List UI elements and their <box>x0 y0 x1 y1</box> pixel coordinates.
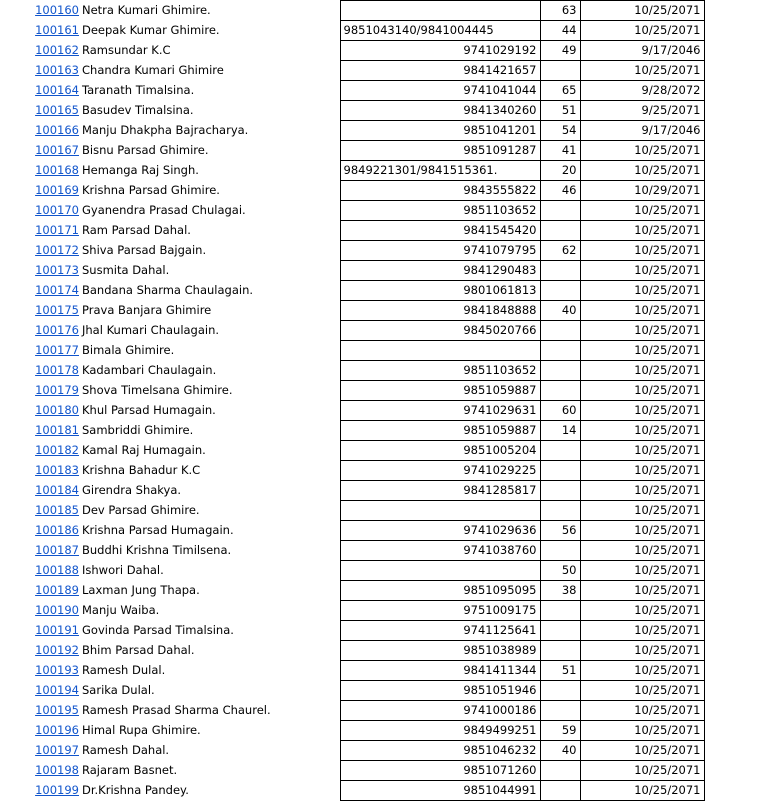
phone-cell: 9841545420 <box>340 221 540 241</box>
phone-cell: 9741041044 <box>340 81 540 101</box>
member-table-body <box>0 1 704 801</box>
record-id-link[interactable]: 100174 <box>35 283 79 297</box>
name-cell: Bimala Ghimire. <box>80 341 340 361</box>
record-id-link[interactable]: 100172 <box>35 243 79 257</box>
phone-cell: 9841411344 <box>340 661 540 681</box>
id-cell <box>0 581 80 601</box>
id-cell <box>0 61 80 81</box>
name-cell: Manju Dhakpha Bajracharya. <box>80 121 340 141</box>
table-row <box>0 701 704 721</box>
name-cell: Hemanga Raj Singh. <box>80 161 340 181</box>
age-cell: 44 <box>540 21 580 41</box>
record-id-link[interactable]: 100190 <box>35 603 79 617</box>
phone-cell: 9741038760 <box>340 541 540 561</box>
name-cell: Ishwori Dahal. <box>80 561 340 581</box>
table-row <box>0 741 704 761</box>
phone-cell: 9841340260 <box>340 101 540 121</box>
age-cell <box>540 501 580 521</box>
name-cell: Girendra Shakya. <box>80 481 340 501</box>
age-cell <box>540 761 580 781</box>
date-cell: 10/25/2071 <box>580 481 704 501</box>
id-cell <box>0 721 80 741</box>
id-cell <box>0 201 80 221</box>
record-id-link[interactable]: 100180 <box>35 403 79 417</box>
table-row <box>0 341 704 361</box>
phone-cell: 9851043140/9841004445 <box>340 21 540 41</box>
table-row <box>0 61 704 81</box>
phone-cell: 9851091287 <box>340 141 540 161</box>
table-row <box>0 781 704 801</box>
date-cell: 10/25/2071 <box>580 161 704 181</box>
id-cell <box>0 241 80 261</box>
id-cell <box>0 701 80 721</box>
record-id-link[interactable]: 100185 <box>35 503 79 517</box>
table-row <box>0 761 704 781</box>
date-cell: 10/25/2071 <box>580 261 704 281</box>
name-cell: Basudev Timalsina. <box>80 101 340 121</box>
id-cell <box>0 681 80 701</box>
table-row <box>0 601 704 621</box>
phone-cell: 9851095095 <box>340 581 540 601</box>
date-cell: 10/25/2071 <box>580 201 704 221</box>
date-cell: 10/25/2071 <box>580 721 704 741</box>
date-cell: 10/25/2071 <box>580 21 704 41</box>
phone-cell: 9741029631 <box>340 401 540 421</box>
age-cell <box>540 541 580 561</box>
phone-cell: 9851059887 <box>340 421 540 441</box>
name-cell: Ramesh Dulal. <box>80 661 340 681</box>
id-cell <box>0 381 80 401</box>
date-cell: 10/25/2071 <box>580 301 704 321</box>
date-cell: 10/25/2071 <box>580 61 704 81</box>
id-cell <box>0 101 80 121</box>
phone-cell <box>340 341 540 361</box>
id-cell <box>0 361 80 381</box>
age-cell: 56 <box>540 521 580 541</box>
name-cell: Krishna Parsad Ghimire. <box>80 181 340 201</box>
date-cell: 10/25/2071 <box>580 561 704 581</box>
id-cell <box>0 301 80 321</box>
record-id-link[interactable]: 100169 <box>35 183 79 197</box>
age-cell: 40 <box>540 301 580 321</box>
age-cell: 51 <box>540 101 580 121</box>
table-row <box>0 681 704 701</box>
age-cell <box>540 61 580 81</box>
name-cell: Krishna Parsad Humagain. <box>80 521 340 541</box>
date-cell: 10/25/2071 <box>580 781 704 801</box>
table-row <box>0 361 704 381</box>
date-cell: 10/29/2071 <box>580 181 704 201</box>
record-id-link[interactable]: 100170 <box>35 203 79 217</box>
id-cell <box>0 761 80 781</box>
date-cell: 10/25/2071 <box>580 141 704 161</box>
id-cell <box>0 501 80 521</box>
record-id-link[interactable]: 100164 <box>35 83 79 97</box>
age-cell <box>540 341 580 361</box>
name-cell: Buddhi Krishna Timilsena. <box>80 541 340 561</box>
record-id-link[interactable]: 100177 <box>35 343 79 357</box>
phone-cell: 9841285817 <box>340 481 540 501</box>
record-id-link[interactable]: 100193 <box>35 663 79 677</box>
date-cell: 10/25/2071 <box>580 361 704 381</box>
age-cell: 38 <box>540 581 580 601</box>
id-cell <box>0 261 80 281</box>
table-row <box>0 621 704 641</box>
date-cell: 10/25/2071 <box>580 761 704 781</box>
name-cell: Sarika Dulal. <box>80 681 340 701</box>
date-cell: 10/25/2071 <box>580 581 704 601</box>
table-row <box>0 421 704 441</box>
record-id-link[interactable]: 100199 <box>35 783 79 797</box>
date-cell: 10/25/2071 <box>580 441 704 461</box>
record-id-link[interactable]: 100176 <box>35 323 79 337</box>
name-cell: Deepak Kumar Ghimire. <box>80 21 340 41</box>
record-id-link[interactable]: 100167 <box>35 143 79 157</box>
name-cell: Ramsundar K.C <box>80 41 340 61</box>
name-cell: Dr.Krishna Pandey. <box>80 781 340 801</box>
age-cell <box>540 381 580 401</box>
table-row <box>0 1 704 21</box>
record-id-link[interactable]: 100168 <box>35 163 79 177</box>
id-cell <box>0 221 80 241</box>
date-cell: 10/25/2071 <box>580 661 704 681</box>
record-id-link[interactable]: 100192 <box>35 643 79 657</box>
id-cell <box>0 281 80 301</box>
table-row <box>0 281 704 301</box>
age-cell: 54 <box>540 121 580 141</box>
date-cell: 10/25/2071 <box>580 381 704 401</box>
id-cell <box>0 621 80 641</box>
id-cell <box>0 441 80 461</box>
name-cell: Prava Banjara Ghimire <box>80 301 340 321</box>
id-cell <box>0 741 80 761</box>
id-cell <box>0 401 80 421</box>
age-cell: 60 <box>540 401 580 421</box>
phone-cell <box>340 501 540 521</box>
table-row <box>0 301 704 321</box>
phone-cell: 9851103652 <box>340 201 540 221</box>
record-id-link[interactable]: 100160 <box>35 3 79 17</box>
name-cell: Sambriddi Ghimire. <box>80 421 340 441</box>
table-row <box>0 201 704 221</box>
table-row <box>0 21 704 41</box>
name-cell: Shiva Parsad Bajgain. <box>80 241 340 261</box>
date-cell: 10/25/2071 <box>580 461 704 481</box>
record-id-link[interactable]: 100161 <box>35 23 79 37</box>
age-cell: 46 <box>540 181 580 201</box>
date-cell: 10/25/2071 <box>580 621 704 641</box>
age-cell: 14 <box>540 421 580 441</box>
date-cell: 10/25/2071 <box>580 341 704 361</box>
record-id-link[interactable]: 100196 <box>35 723 79 737</box>
age-cell <box>540 641 580 661</box>
age-cell <box>540 701 580 721</box>
date-cell: 10/25/2071 <box>580 521 704 541</box>
record-id-link[interactable]: 100197 <box>35 743 79 757</box>
age-cell <box>540 621 580 641</box>
date-cell: 9/17/2046 <box>580 121 704 141</box>
table-row <box>0 581 704 601</box>
table-row <box>0 321 704 341</box>
table-row <box>0 181 704 201</box>
record-id-link[interactable]: 100162 <box>35 43 79 57</box>
table-row <box>0 501 704 521</box>
record-id-link[interactable]: 100183 <box>35 463 79 477</box>
name-cell: Jhal Kumari Chaulagain. <box>80 321 340 341</box>
phone-cell: 9851103652 <box>340 361 540 381</box>
record-id-link[interactable]: 100188 <box>35 563 79 577</box>
date-cell: 10/25/2071 <box>580 501 704 521</box>
id-cell <box>0 161 80 181</box>
name-cell: Govinda Parsad Timalsina. <box>80 621 340 641</box>
record-id-link[interactable]: 100184 <box>35 483 79 497</box>
phone-cell <box>340 561 540 581</box>
age-cell <box>540 201 580 221</box>
date-cell: 10/25/2071 <box>580 421 704 441</box>
date-cell: 10/25/2071 <box>580 701 704 721</box>
record-id-link[interactable]: 100179 <box>35 383 79 397</box>
record-id-link[interactable]: 100182 <box>35 443 79 457</box>
record-id-link[interactable]: 100175 <box>35 303 79 317</box>
name-cell: Himal Rupa Ghimire. <box>80 721 340 741</box>
phone-cell: 9741000186 <box>340 701 540 721</box>
phone-cell <box>340 1 540 21</box>
table-row <box>0 221 704 241</box>
id-cell <box>0 181 80 201</box>
name-cell: Chandra Kumari Ghimire <box>80 61 340 81</box>
table-row <box>0 241 704 261</box>
age-cell: 20 <box>540 161 580 181</box>
age-cell: 65 <box>540 81 580 101</box>
table-row <box>0 641 704 661</box>
record-id-link[interactable]: 100189 <box>35 583 79 597</box>
age-cell <box>540 221 580 241</box>
date-cell: 9/17/2046 <box>580 41 704 61</box>
name-cell: Bhim Parsad Dahal. <box>80 641 340 661</box>
phone-cell: 9851041201 <box>340 121 540 141</box>
name-cell: Taranath Timalsina. <box>80 81 340 101</box>
date-cell: 10/25/2071 <box>580 741 704 761</box>
table-row <box>0 41 704 61</box>
table-row <box>0 141 704 161</box>
table-row <box>0 561 704 581</box>
date-cell: 10/25/2071 <box>580 221 704 241</box>
age-cell: 41 <box>540 141 580 161</box>
id-cell <box>0 21 80 41</box>
id-cell <box>0 781 80 801</box>
table-row <box>0 121 704 141</box>
date-cell: 10/25/2071 <box>580 601 704 621</box>
record-id-link[interactable]: 100165 <box>35 103 79 117</box>
name-cell: Susmita Dahal. <box>80 261 340 281</box>
age-cell <box>540 781 580 801</box>
age-cell: 59 <box>540 721 580 741</box>
date-cell: 10/25/2071 <box>580 1 704 21</box>
table-row <box>0 101 704 121</box>
age-cell: 51 <box>540 661 580 681</box>
age-cell: 62 <box>540 241 580 261</box>
id-cell <box>0 121 80 141</box>
date-cell: 10/25/2071 <box>580 401 704 421</box>
id-cell <box>0 461 80 481</box>
record-id-link[interactable]: 100198 <box>35 763 79 777</box>
table-row <box>0 401 704 421</box>
record-id-link[interactable]: 100173 <box>35 263 79 277</box>
phone-cell: 9741125641 <box>340 621 540 641</box>
age-cell <box>540 261 580 281</box>
date-cell: 10/25/2071 <box>580 681 704 701</box>
phone-cell: 9851071260 <box>340 761 540 781</box>
age-cell: 40 <box>540 741 580 761</box>
name-cell: Bisnu Parsad Ghimire. <box>80 141 340 161</box>
phone-cell: 9741079795 <box>340 241 540 261</box>
age-cell <box>540 321 580 341</box>
record-id-link[interactable]: 100194 <box>35 683 79 697</box>
id-cell <box>0 41 80 61</box>
date-cell: 10/25/2071 <box>580 641 704 661</box>
age-cell: 50 <box>540 561 580 581</box>
table-row <box>0 441 704 461</box>
name-cell: Dev Parsad Ghimire. <box>80 501 340 521</box>
record-id-link[interactable]: 100166 <box>35 123 79 137</box>
id-cell <box>0 481 80 501</box>
record-id-link[interactable]: 100187 <box>35 543 79 557</box>
record-id-link[interactable]: 100181 <box>35 423 79 437</box>
date-cell: 10/25/2071 <box>580 321 704 341</box>
table-row <box>0 161 704 181</box>
date-cell: 10/25/2071 <box>580 281 704 301</box>
table-row <box>0 381 704 401</box>
name-cell: Kamal Raj Humagain. <box>80 441 340 461</box>
phone-cell: 9849499251 <box>340 721 540 741</box>
record-id-link[interactable]: 100178 <box>35 363 79 377</box>
date-cell: 10/25/2071 <box>580 541 704 561</box>
id-cell <box>0 661 80 681</box>
phone-cell: 9741029636 <box>340 521 540 541</box>
age-cell <box>540 361 580 381</box>
table-row <box>0 661 704 681</box>
phone-cell: 9741029192 <box>340 41 540 61</box>
id-cell <box>0 1 80 21</box>
name-cell: Rajaram Basnet. <box>80 761 340 781</box>
id-cell <box>0 561 80 581</box>
table-row <box>0 461 704 481</box>
date-cell: 10/25/2071 <box>580 241 704 261</box>
phone-cell: 9801061813 <box>340 281 540 301</box>
record-id-link[interactable]: 100163 <box>35 63 79 77</box>
name-cell: Shova Timelsana Ghimire. <box>80 381 340 401</box>
id-cell <box>0 341 80 361</box>
phone-cell: 9849221301/9841515361. <box>340 161 540 181</box>
phone-cell: 9851038989 <box>340 641 540 661</box>
age-cell <box>540 461 580 481</box>
name-cell: Netra Kumari Ghimire. <box>80 1 340 21</box>
date-cell: 9/28/2072 <box>580 81 704 101</box>
name-cell: Khul Parsad Humagain. <box>80 401 340 421</box>
table-row <box>0 541 704 561</box>
phone-cell: 9843555822 <box>340 181 540 201</box>
name-cell: Manju Waiba. <box>80 601 340 621</box>
id-cell <box>0 641 80 661</box>
age-cell <box>540 481 580 501</box>
name-cell: Ramesh Prasad Sharma Chaurel. <box>80 701 340 721</box>
age-cell <box>540 441 580 461</box>
record-id-link[interactable]: 100186 <box>35 523 79 537</box>
phone-cell: 9851046232 <box>340 741 540 761</box>
phone-cell: 9851059887 <box>340 381 540 401</box>
name-cell: Gyanendra Prasad Chulagai. <box>80 201 340 221</box>
id-cell <box>0 321 80 341</box>
id-cell <box>0 81 80 101</box>
name-cell: Kadambari Chaulagain. <box>80 361 340 381</box>
record-id-link[interactable]: 100191 <box>35 623 79 637</box>
phone-cell: 9741029225 <box>340 461 540 481</box>
age-cell: 63 <box>540 1 580 21</box>
name-cell: Bandana Sharma Chaulagain. <box>80 281 340 301</box>
phone-cell: 9851051946 <box>340 681 540 701</box>
id-cell <box>0 141 80 161</box>
id-cell <box>0 601 80 621</box>
name-cell: Laxman Jung Thapa. <box>80 581 340 601</box>
record-id-link[interactable]: 100195 <box>35 703 79 717</box>
phone-cell: 9845020766 <box>340 321 540 341</box>
table-row <box>0 521 704 541</box>
phone-cell: 9851005204 <box>340 441 540 461</box>
phone-cell: 9751009175 <box>340 601 540 621</box>
name-cell: Krishna Bahadur K.C <box>80 461 340 481</box>
name-cell: Ram Parsad Dahal. <box>80 221 340 241</box>
name-cell: Ramesh Dahal. <box>80 741 340 761</box>
age-cell: 49 <box>540 41 580 61</box>
id-cell <box>0 521 80 541</box>
record-id-link[interactable]: 100171 <box>35 223 79 237</box>
phone-cell: 9841290483 <box>340 261 540 281</box>
phone-cell: 9851044991 <box>340 781 540 801</box>
age-cell <box>540 281 580 301</box>
id-cell <box>0 541 80 561</box>
age-cell <box>540 601 580 621</box>
table-row <box>0 81 704 101</box>
table-row <box>0 721 704 741</box>
phone-cell: 9841421657 <box>340 61 540 81</box>
table-row <box>0 481 704 501</box>
table-row <box>0 261 704 281</box>
age-cell <box>540 681 580 701</box>
date-cell: 9/25/2071 <box>580 101 704 121</box>
id-cell <box>0 421 80 441</box>
phone-cell: 9841848888 <box>340 301 540 321</box>
